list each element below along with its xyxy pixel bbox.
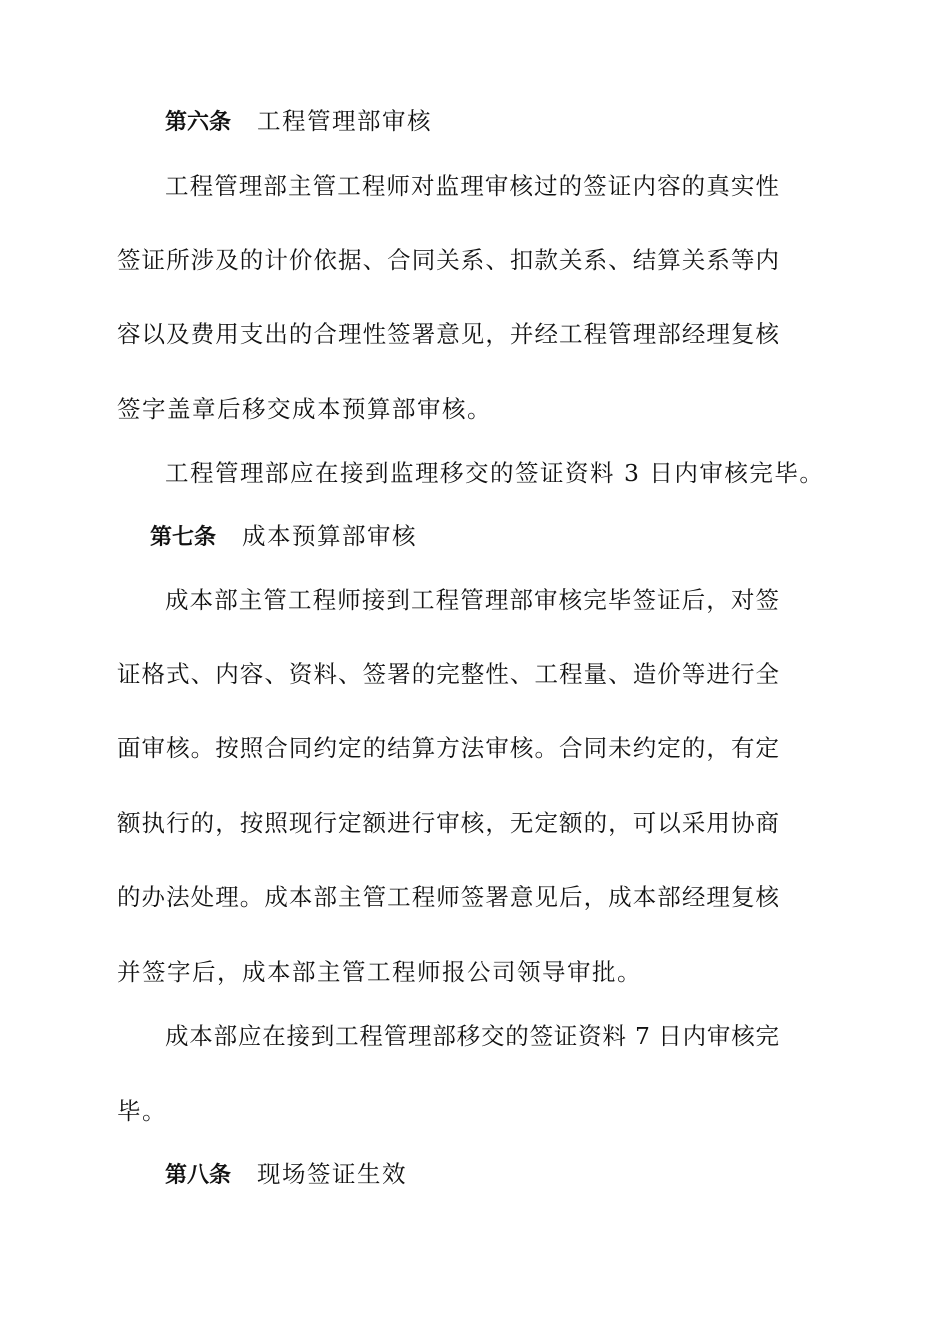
article-7-heading	[150, 521, 812, 553]
paragraph-4-line-1: 成本部应在接到工程管理部移交的签证资料 7 日内审核完	[165, 1022, 779, 1050]
paragraph-3-line-2: 证格式、内容、资料、签署的完整性、工程量、造价等进行全	[117, 660, 779, 688]
article-8-title: 现场签证生效	[257, 1160, 408, 1188]
paragraph-1-line-4: 签字盖章后移交成本预算部审核。	[117, 395, 492, 423]
article-7-title: 成本预算部审核	[242, 522, 418, 550]
paragraph-3-line-6: 并签字后，成本部主管工程师报公司领导审批。	[117, 958, 642, 986]
article-6-title: 工程管理部审核	[257, 107, 433, 135]
paragraph-1-line-3: 容以及费用支出的合理性签署意见，并经工程管理部经理复核	[117, 320, 779, 348]
article-6-label: 第六条	[165, 110, 232, 135]
paragraph-1-line-2: 签证所涉及的计价依据、合同关系、扣款关系、结算关系等内	[117, 246, 779, 274]
paragraph-4-line-2: 毕。	[117, 1097, 167, 1125]
paragraph-3-line-5: 的办法处理。成本部主管工程师签署意见后，成本部经理复核	[117, 883, 779, 911]
article-6-heading	[165, 106, 779, 138]
paragraph-3-line-1: 成本部主管工程师接到工程管理部审核完毕签证后，对签	[165, 586, 779, 614]
paragraph-1-line-1: 工程管理部主管工程师对监理审核过的签证内容的真实性	[165, 172, 779, 200]
paragraph-3-line-4: 额执行的，按照现行定额进行审核，无定额的，可以采用协商	[117, 809, 779, 837]
paragraph-3-line-3: 面审核。按照合同约定的结算方法审核。合同未约定的，有定	[117, 734, 779, 762]
article-8-label: 第八条	[165, 1163, 232, 1188]
paragraph-2: 工程管理部应在接到监理移交的签证资料 3 日内审核完毕。	[165, 459, 825, 487]
article-7-label: 第七条	[150, 525, 217, 550]
article-8-heading	[165, 1159, 779, 1191]
